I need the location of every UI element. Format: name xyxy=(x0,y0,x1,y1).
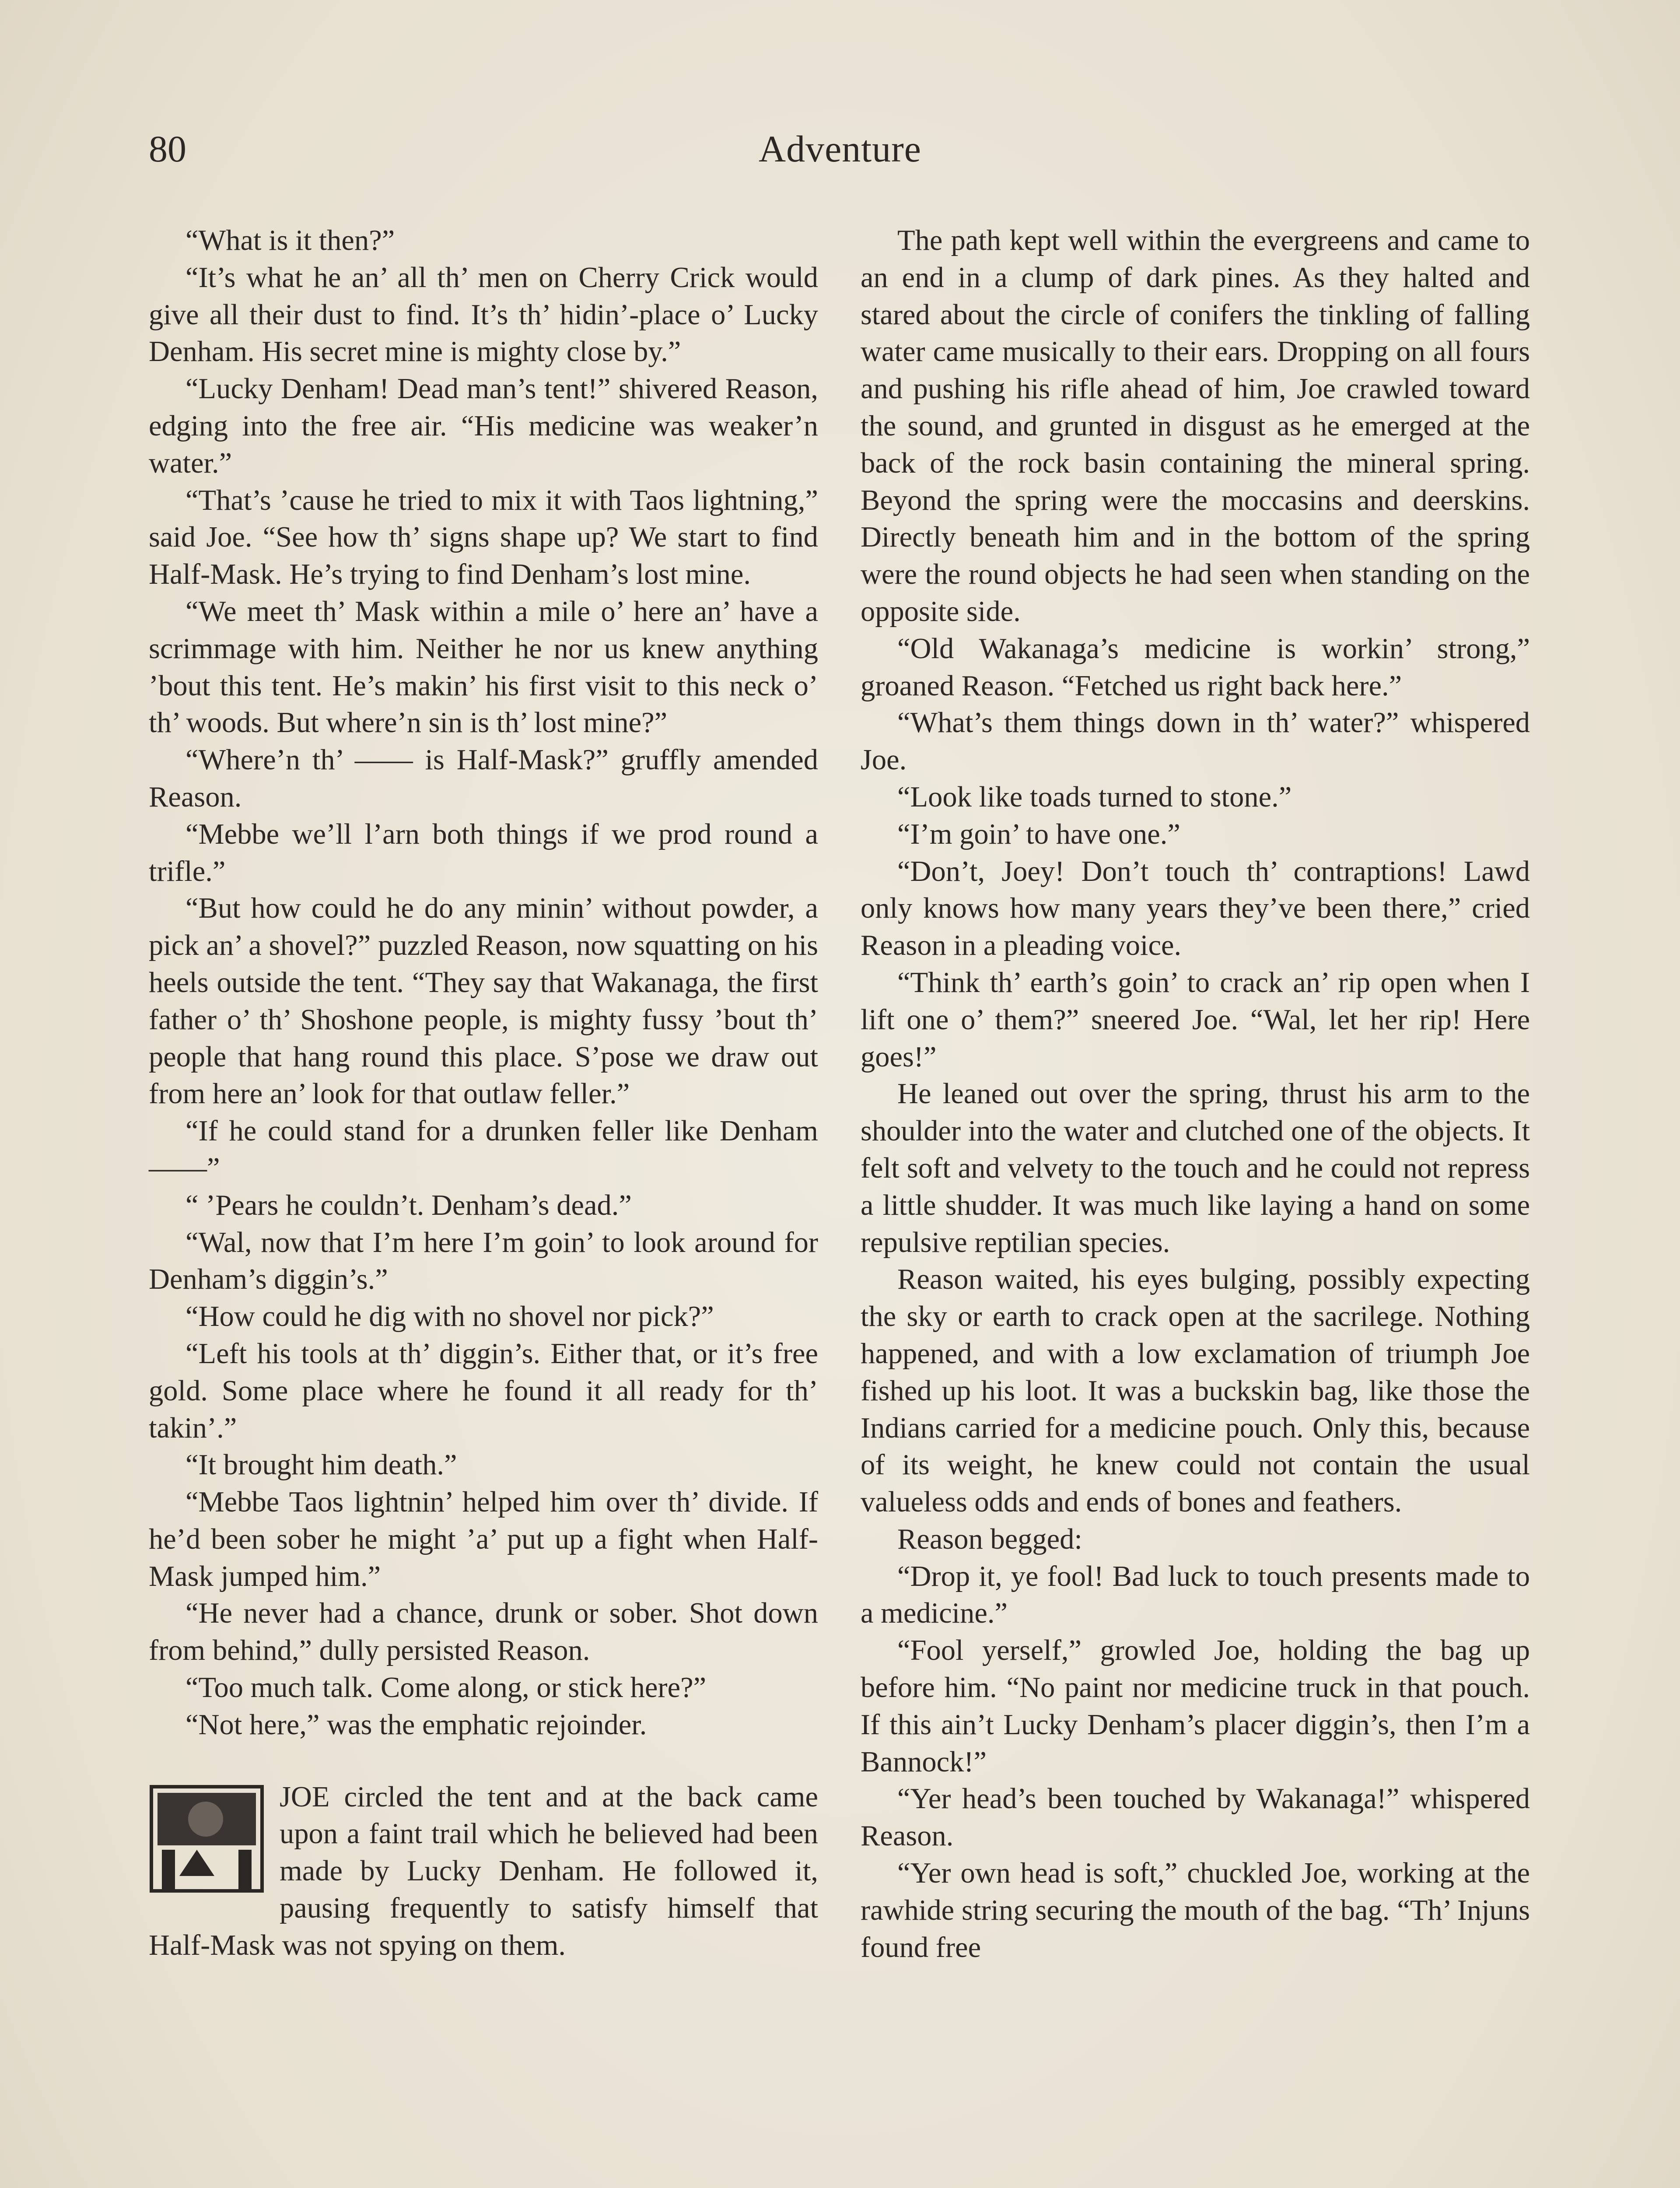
paragraph: “If he could stand for a drunken feller like Denham——” xyxy=(149,1115,818,1184)
paragraph: He leaned out over the spring, thrust his arm to the shoulder into the water and clutched one of the objects. It felt soft and velvety to the touch and he could not repress a little shudder. It was much like laying a hand on some repulsive reptilian species. xyxy=(861,1078,1530,1259)
paragraph: “Yer head’s been touched by Wakanaga!” whispered Reason. xyxy=(861,1783,1530,1852)
paragraph: “It’s what he an’ all th’ men on Cherry Crick would give all their dust to find. It’s th’ hidin’-place o’ Lucky Denham. His secret mine is mighty close by.” xyxy=(149,261,818,368)
left-column xyxy=(149,222,818,1964)
paragraph: “Where’n th’ —— is Half-Mask?” gruffly amended Reason. xyxy=(149,744,818,813)
paragraph: “Too much talk. Come along, or stick here?” xyxy=(186,1672,707,1704)
paragraph: “That’s ’cause he tried to mix it with Taos lightning,” said Joe. “See how th’ signs shape up? We start to find Half-Mask. He’s trying to find Denham’s lost mine. xyxy=(149,484,818,591)
paragraph: “It brought him death.” xyxy=(186,1449,457,1481)
paragraph: “He never had a chance, drunk or sober. Shot down from behind,” dully persisted Reason. xyxy=(149,1597,818,1667)
paragraph: “Old Wakanaga’s medicine is workin’ strong,” groaned Reason. “Fetched us right back here.” xyxy=(861,632,1530,702)
paragraph: “Not here,” was the emphatic rejoinder. xyxy=(186,1708,647,1741)
paragraph: The path kept well within the evergreens and came to an end in a clump of dark pines. As they halted and stared about the circle of conifers the tinkling of falling water came musically to their ears. Dropping on all fours and pushing his rifle ahead of him, Joe crawled toward the sound, and grunted in disgust as he emerged at the back of the rock basin containing the mineral spring. Beyond the spring were the moccasins and deerskins. Directly beneath him and in the bottom of the spring were the round objects he had seen when standing on the opposite side. xyxy=(861,224,1530,628)
paragraph: “Don’t, Joey! Don’t touch th’ contraptions! Lawd only knows how many years they’ve been there,” cried Reason in a pleading voice. xyxy=(861,855,1530,962)
paragraph: “How could he dig with no shovel nor pick?” xyxy=(186,1301,714,1333)
drop-cap-ornament-icon xyxy=(149,1784,265,1893)
paragraph: Reason begged: xyxy=(897,1523,1082,1555)
paragraph: “Left his tools at th’ diggin’s. Either that, or it’s free gold. Some place where he found it all ready for th’ takin’.” xyxy=(149,1337,818,1444)
paragraph: “Drop it, ye fool! Bad luck to touch presents made to a medicine.” xyxy=(861,1560,1530,1630)
right-column xyxy=(861,222,1530,1966)
paragraph: “ ’Pears he couldn’t. Denham’s dead.” xyxy=(186,1189,632,1221)
paragraph: “What’s them things down in th’ water?” whispered Joe. xyxy=(861,707,1530,776)
paragraph: “Wal, now that I’m here I’m goin’ to look around for Denham’s diggin’s.” xyxy=(149,1226,818,1296)
paragraph: Reason waited, his eyes bulging, possibly expecting the sky or earth to crack open at the sacrilege. Nothing happened, and with a low exclamation of triumph Joe fished up his loot. It was a buckskin bag, like those the Indians carried for a medicine pouch. Only this, because of its weight, he knew could not contain the usual valueless odds and ends of bones and feathers. xyxy=(861,1263,1530,1518)
paragraph: “Lucky Denham! Dead man’s tent!” shivered Reason, edging into the free air. “His medicine was weaker’n water.” xyxy=(149,373,818,479)
paragraph: “We meet th’ Mask within a mile o’ here an’ have a scrimmage with him. Neither he nor us knew anything ’bout this tent. He’s makin’ his first visit to this neck o’ th’ woods. But where’n sin is th’ lost mine?” xyxy=(149,595,818,739)
paragraph: “Think th’ earth’s goin’ to crack an’ rip open when I lift one o’ them?” sneered Joe. “Wal, let her rip! Here goes!” xyxy=(861,966,1530,1073)
paragraph: “But how could he do any minin’ without powder, a pick an’ a shovel?” puzzled Reason, now squatting on his heels outside the tent. “They say that Wakanaga, the first father o’ th’ Shoshone people, is mighty fussy ’bout th’ people that hang round this place. S’pose we draw out from here an’ look for that outlaw feller.” xyxy=(149,892,818,1110)
paragraph: “What is it then?” xyxy=(186,224,395,256)
page-header xyxy=(149,127,1531,179)
paragraph: “Look like toads turned to stone.” xyxy=(897,781,1292,813)
paragraph: “Mebbe we’ll l’arn both things if we prod round a trifle.” xyxy=(149,818,818,887)
running-title: Adventure xyxy=(759,128,921,170)
section-opening-paragraph: JOE circled the tent and at the back came upon a faint trail which he believed had been made by Lucky Denham. He followed it, pausing frequently to satisfy himself that Half-Mask was not spying on them. xyxy=(149,1781,818,1961)
paragraph: “Yer own head is soft,” chuckled Joe, working at the rawhide string securing the mouth of the bag. “Th’ Injuns found free xyxy=(861,1857,1530,1964)
page-number: 80 xyxy=(149,128,186,170)
paragraph: “I’m goin’ to have one.” xyxy=(897,818,1180,850)
paragraph: “Mebbe Taos lightnin’ helped him over th’ divide. If he’d been sober he might ’a’ put up a fight when Half-Mask jumped him.” xyxy=(149,1486,818,1592)
paragraph: “Fool yerself,” growled Joe, holding the bag up before him. “No paint nor medicine truck in that pouch. If this ain’t Lucky Denham’s placer diggin’s, then I’m a Bannock!” xyxy=(861,1634,1530,1778)
